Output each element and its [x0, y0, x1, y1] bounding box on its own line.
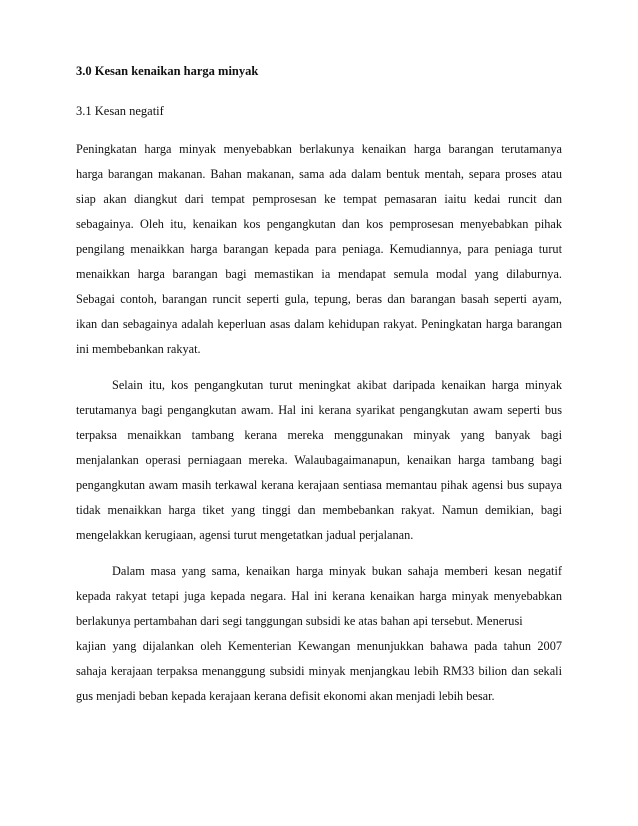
- paragraph-3: [76, 563, 562, 713]
- paragraph-line: terpaksa menaikkan tambang kerana mereka menggunakan minyak yang banyak bagi: [76, 428, 562, 442]
- paragraph-line: Dalam masa yang sama, kenaikan harga minyak bukan sahaja memberi kesan negatif: [112, 564, 562, 578]
- paragraph-2: [76, 377, 562, 552]
- subsection-heading: 3.1 Kesan negatif: [76, 104, 164, 118]
- paragraph-line: terutamanya bagi pengangkutan awam. Hal ini kerana syarikat pengangkutan awam seperti bus: [76, 403, 562, 417]
- paragraph-line: pengilang menaikkan harga barangan kepada para peniaga. Kemudiannya, para peniaga turut: [76, 242, 562, 256]
- paragraph-line: Peningkatan harga minyak menyebabkan berlakunya kenaikan harga barangan terutamanya: [76, 142, 562, 156]
- paragraph-1: [76, 141, 562, 366]
- paragraph-line: kajian yang dijalankan oleh Kementerian Kewangan menunjukkan bahawa pada tahun 2007: [76, 639, 562, 653]
- paragraph-line: Sebagai contoh, barangan runcit seperti gula, tepung, beras dan barangan basah seperti ayam,: [76, 292, 562, 306]
- section-heading: 3.0 Kesan kenaikan harga minyak: [76, 64, 259, 78]
- paragraph-line: kepada rakyat tetapi juga kepada negara. Hal ini kerana kenaikan harga minyak menyebabkan: [76, 589, 562, 603]
- paragraph-line: berlakunya pertambahan dari segi tanggungan subsidi ke atas bahan api tersebut. Menerusi: [76, 614, 523, 628]
- paragraph-line: ikan dan sebagainya adalah keperluan asas dalam kehidupan rakyat. Peningkatan harga barangan: [76, 317, 562, 331]
- paragraph-line: sahaja kerajaan terpaksa menanggung subsidi minyak menjangkau lebih RM33 bilion dan sekali: [76, 664, 562, 678]
- paragraph-line: ini membebankan rakyat.: [76, 342, 201, 356]
- paragraph-line: menjalankan operasi perniagaan mereka. Walaubagaimanapun, kenaikan harga tambang bagi: [76, 453, 562, 467]
- paragraph-line: tidak menaikkan harga tiket yang tinggi dan membebankan rakyat. Namun demikian, bagi: [76, 503, 562, 517]
- paragraph-line: mengelakkan kerugiaan, agensi turut mengetatkan jadual perjalanan.: [76, 528, 414, 542]
- document-body: [76, 63, 562, 713]
- paragraph-line: sebagainya. Oleh itu, kenaikan kos pengangkutan dan kos pemprosesan menyebabkan pihak: [76, 217, 562, 231]
- paragraph-line: siap akan diangkut dari tempat pemprosesan ke tempat pemasaran iaitu kedai runcit dan: [76, 192, 562, 206]
- paragraph-line: menaikkan harga barangan bagi memastikan ia mendapat semula modal yang dilaburnya.: [76, 267, 562, 281]
- paragraph-line: gus menjadi beban kepada kerajaan kerana defisit ekonomi akan menjadi lebih besar.: [76, 689, 495, 703]
- paragraph-line: harga barangan makanan. Bahan makanan, sama ada dalam bentuk mentah, separa proses atau: [76, 167, 562, 181]
- paragraph-line: pengangkutan awam masih terkawal kerana kerajaan sentiasa memantau pihak agensi bus supaya: [76, 478, 562, 492]
- paragraph-line: Selain itu, kos pengangkutan turut meningkat akibat daripada kenaikan harga minyak: [112, 378, 562, 392]
